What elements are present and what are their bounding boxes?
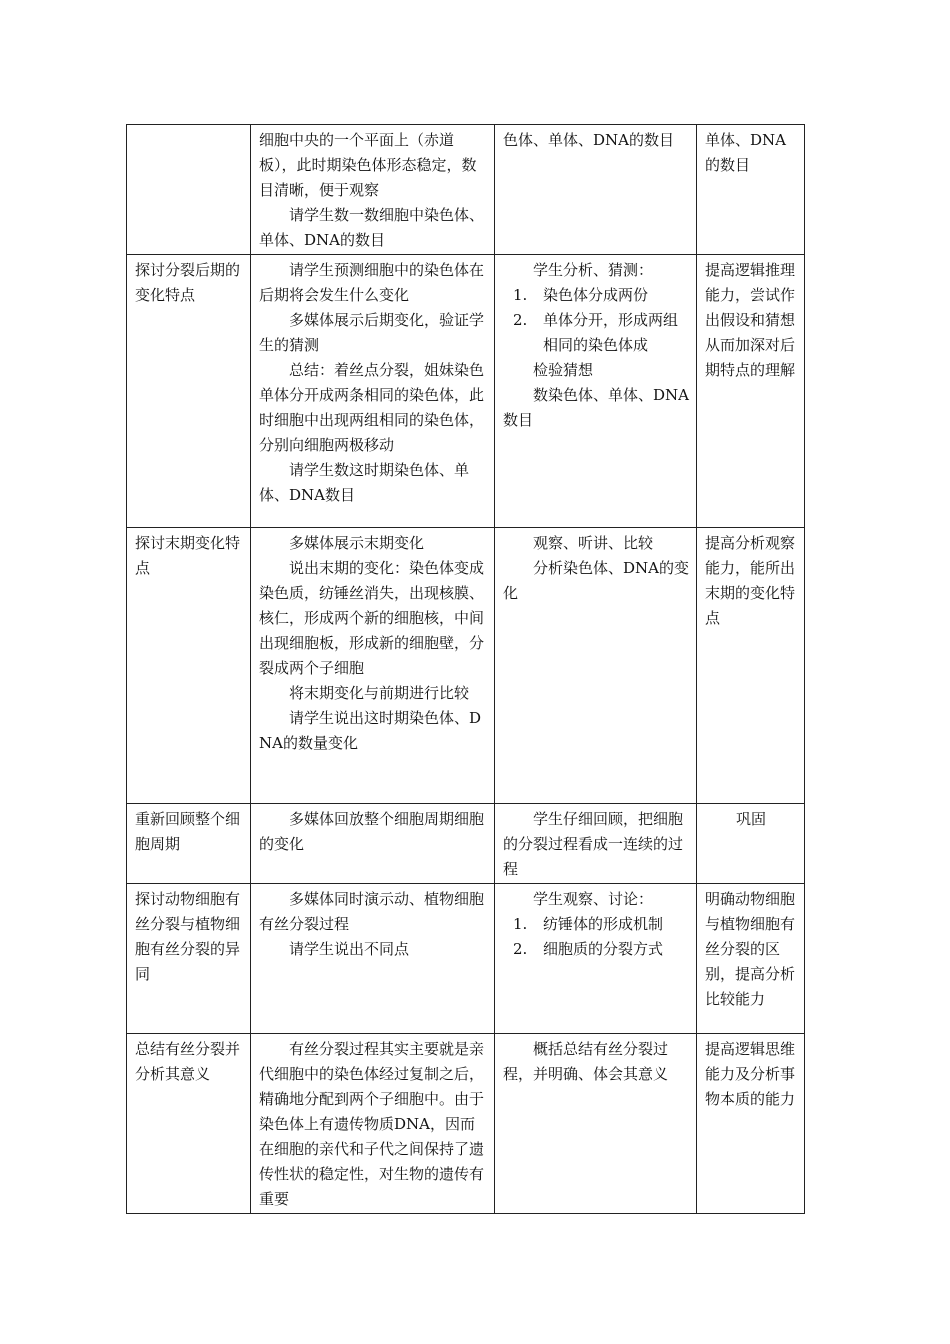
teacher-activity-cell: 请学生预测细胞中的染色体在后期将会发生什么变化 多媒体展示后期变化，验证学生的猜测 总结：着丝点分裂，姐妹染色单体分开成两条相同的染色体，此时细胞中出现两组相同的染色体，分别向细胞两极移动 请学生数这时期染色体、单体、DNA数目 [251,255,495,528]
student-activity-cell: 观察、听讲、比较 分析染色体、DNA的变化 [495,528,697,804]
table-row [127,125,805,255]
design-intent-cell: 提高逻辑推理能力，尝试作出假设和猜想从而加深对后期特点的理解 [697,255,805,528]
student-activity-cell: 色体、单体、DNA的数目 [495,125,697,255]
stage-cell: 重新回顾整个细胞周期 [127,804,251,884]
student-activity-cell: 概括总结有丝分裂过程，并明确、体会其意义 [495,1034,697,1214]
table-row [127,804,805,884]
list-item: 2. 单体分开，形成两组相同的染色体成 [513,311,679,354]
lesson-plan-table [126,124,805,1214]
student-activity-cell: 学生观察、讨论： 1. 纺锤体的形成机制 2. 细胞质的分裂方式 [495,884,697,1034]
teacher-activity-cell: 有丝分裂过程其实主要就是亲代细胞中的染色体经过复制之后，精确地分配到两个子细胞中。由于染色体上有遗传物质DNA，因而在细胞的亲代和子代之间保持了遗传性状的稳定性，对生物的遗传有重要 [251,1034,495,1214]
design-intent-cell: 单体、DNA的数目 [697,125,805,255]
stage-cell: 探讨动物细胞有丝分裂与植物细胞有丝分裂的异同 [127,884,251,1034]
student-activity-cell: 学生分析、猜测： 1. 染色体分成两份 2. 单体分开，形成两组相同的染色体成 检验猜想 数染色体、单体、DNA数目 [495,255,697,528]
design-intent-cell: 提高逻辑思维能力及分析事物本质的能力 [697,1034,805,1214]
list-item: 2. 细胞质的分裂方式 [513,940,664,958]
teacher-activity-cell: 多媒体展示末期变化 说出末期的变化：染色体变成染色质，纺锤丝消失，出现核膜、核仁，形成两个新的细胞核，中间出现细胞板，形成新的细胞壁，分裂成两个子细胞 将末期变化与前期进行比较 请学生说出这时期染色体、DNA的数量变化 [251,528,495,804]
list-item: 1. 纺锤体的形成机制 [513,915,664,933]
stage-cell [127,125,251,255]
table-row [127,255,805,528]
stage-cell: 总结有丝分裂并分析其意义 [127,1034,251,1214]
list-item: 1. 染色体分成两份 [513,286,649,304]
stage-cell: 探讨分裂后期的变化特点 [127,255,251,528]
teacher-activity-cell: 多媒体回放整个细胞周期细胞的变化 [251,804,495,884]
table-row [127,884,805,1034]
teacher-activity-cell: 细胞中央的一个平面上（赤道板），此时期染色体形态稳定，数目清晰，便于观察 请学生数一数细胞中染色体、单体、DNA的数目 [251,125,495,255]
design-intent-cell: 巩固 [697,804,805,884]
design-intent-cell: 明确动物细胞与植物细胞有丝分裂的区别，提高分析比较能力 [697,884,805,1034]
design-intent-cell: 提高分析观察能力，能所出末期的变化特点 [697,528,805,804]
table-row [127,528,805,804]
student-activity-cell: 学生仔细回顾，把细胞的分裂过程看成一连续的过程 [495,804,697,884]
stage-cell: 探讨末期变化特点 [127,528,251,804]
table-row [127,1034,805,1214]
teacher-activity-cell: 多媒体同时演示动、植物细胞有丝分裂过程 请学生说出不同点 [251,884,495,1034]
